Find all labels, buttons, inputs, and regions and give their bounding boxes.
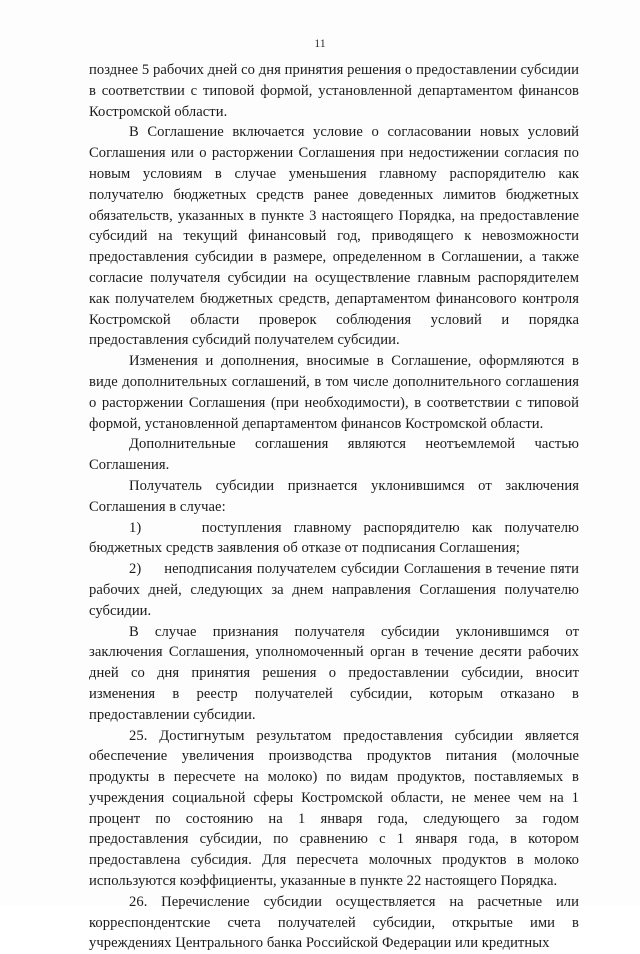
paragraph: В случае признания получателя субсидии уклонившимся от заключения Соглашения, уполномоченный орган в течение десяти рабочих дней со дня принятия решения о предоставлении субсидии, вносит изменения в реестр получателей субсидии, которым отказано в предоставлении субсидии. [89,623,579,723]
page-number: 11 [314,36,326,50]
paragraph: Дополнительные соглашения являются неотъемлемой частью Соглашения. [89,436,579,474]
document-body [89,60,579,954]
paragraph: 25. Достигнутым результатом предоставления субсидии является обеспечение увеличения производства продуктов питания (молочные продукты в пересчете на молоко) по видам продуктов, поставляемых в учреждения социальной сферы Костромской области, не менее чем на 1 процент по состоянию на 1 января года, следующего за годом предоставления субсидии, по сравнению с 1 января года, в котором предоставлена субсидия. Для пересчета молочных продуктов в молоко используются коэффициенты, указанные в пункте 22 настоящего Порядка. [89,727,579,890]
paragraph: 2) неподписания получателем субсидии Соглашения в течение пяти рабочих дней, следующих за днем направления Соглашения получателю субсидии. [89,561,579,619]
paragraph: 1) поступления главному распорядителю как получателю бюджетных средств заявления об отказе от подписания Соглашения; [89,519,579,557]
paragraph: Изменения и дополнения, вносимые в Соглашение, оформляются в виде дополнительных соглашений, в том числе дополнительного соглашения о расторжении Соглашения (при необходимости), в соответствии с типовой формой, установленной департаментом финансов Костромской области. [89,353,579,432]
paragraph: Получатель субсидии признается уклонившимся от заключения Соглашения в случае: [89,477,579,515]
paragraph: позднее 5 рабочих дней со дня принятия решения о предоставлении субсидии в соответствии с типовой формой, установленной департаментом финансов Костромской области. [89,62,579,120]
paragraph: В Соглашение включается условие о согласовании новых условий Соглашения или о расторжении Соглашения при недостижении согласия по новым условиям в случае уменьшения главному распорядителю как получателю бюджетных средств ранее доведенных лимитов бюджетных обязательств, указанных в пункте 3 настоящего Порядка, на предоставление субсидий на текущий финансовый год, приводящего к невозможности предоставления субсидии в размере, определенном в Соглашении, а также согласие получателя субсидии на осуществление главным распорядителем как получателем бюджетных средств, департаментом финансового контроля Костромской области проверок соблюдения условий и порядка предоставления субсидий получателем субсидии. [89,124,579,349]
paragraph: 26. Перечисление субсидии осуществляется на расчетные или корреспондентские счета получателей субсидии, открытые ими в учреждениях Центрального банка Российской Федерации или кредитных [89,893,579,952]
